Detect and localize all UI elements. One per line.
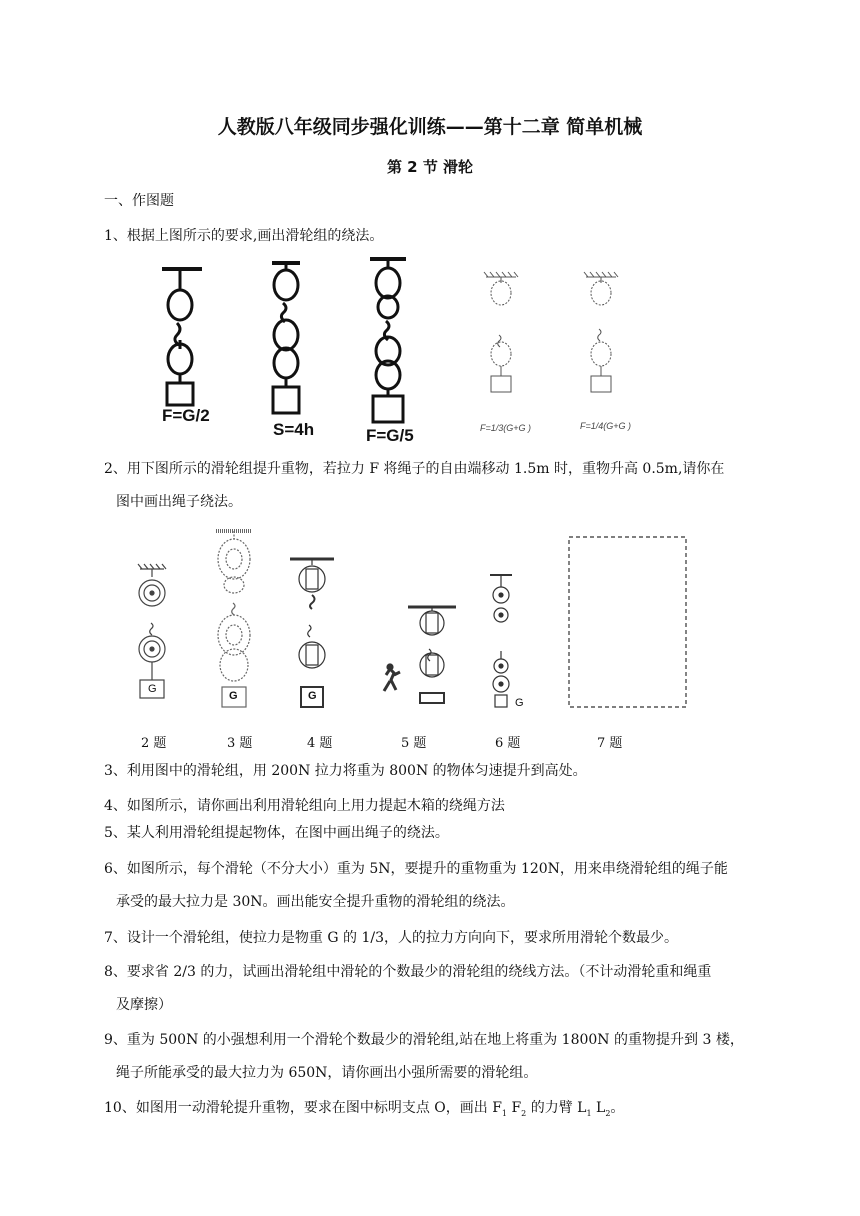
pulley-set-d — [484, 272, 518, 392]
figure-2-pulley-diagrams — [120, 525, 700, 720]
diagram-question-3 — [216, 531, 252, 707]
caption-question-3: 3 题 — [227, 736, 253, 751]
figure-1-label-c: F=G/5 — [366, 426, 414, 445]
caption-question-7: 7 题 — [597, 736, 623, 751]
page-title: 人教版八年级同步强化训练——第十二章 简单机械 — [217, 116, 643, 138]
caption-question-5: 5 题 — [401, 736, 427, 751]
figure-1-label-e: F=1/4(G+G ) — [580, 421, 632, 431]
pulley-set-e — [584, 272, 618, 392]
pulley-set-b — [272, 263, 300, 413]
question-9-line-1: 9、重为 500N 的小强想利用一个滑轮个数最少的滑轮组,站在地上将重为 1800N 的重物提升到 3 楼， — [104, 1032, 744, 1048]
box-label-q4: G — [308, 690, 317, 702]
figure-1-label-a: F=G/2 — [162, 406, 210, 425]
diagram-question-7-empty-box — [569, 537, 686, 707]
diagram-question-6 — [490, 575, 512, 707]
section-heading: 一、作图题 — [104, 193, 174, 209]
caption-question-6: 6 题 — [495, 736, 521, 751]
pulley-set-c — [370, 259, 406, 422]
box-label-q6: G — [515, 697, 524, 709]
question-9-line-2: 绳子所能承受的最大拉力为 650N，请你画出小强所需要的滑轮组。 — [116, 1065, 538, 1081]
question-6-line-1: 6、如图所示，每个滑轮（不分大小）重为 5N，要提升的重物重为 120N，用来串绕滑轮组的绳子能 — [104, 861, 728, 877]
question-2-line-2: 图中画出绳子绕法。 — [116, 494, 242, 510]
question-3: 3、利用图中的滑轮组，用 200N 拉力将重为 800N 的物体匀速提升到高处。 — [104, 763, 587, 779]
question-8-line-2: 及摩擦） — [116, 997, 172, 1013]
question-10: 10、如图用一动滑轮提升重物，要求在图中标明支点 O，画出 $F_1$ $F_2$ 的力臂 $L_1$ $L_2$。 — [104, 1100, 625, 1118]
question-1: 1、根据上图所示的要求,画出滑轮组的绕法。 — [104, 228, 384, 244]
box-label-q2: G — [148, 683, 157, 695]
caption-question-4: 4 题 — [307, 736, 333, 751]
question-4: 4、如图所示，请你画出利用滑轮组向上用力提起木箱的绕绳方法 — [104, 798, 505, 814]
box-label-q3: G — [229, 690, 238, 702]
question-2-line-1: 2、用下图所示的滑轮组提升重物，若拉力 F 将绳子的自由端移动 1.5m 时，重物升高 0.5m,请你在 — [104, 461, 725, 477]
pulley-set-a — [162, 269, 202, 405]
question-8-line-1: 8、要求省 2/3 的力，试画出滑轮组中滑轮的个数最少的滑轮组的绕线方法。（不计动滑轮重和绳重 — [104, 964, 712, 980]
question-5: 5、某人利用滑轮组提起物体，在图中画出绳子的绕法。 — [104, 825, 449, 841]
diagram-question-5 — [384, 607, 456, 703]
question-6-line-2: 承受的最大拉力是 30N。画出能安全提升重物的滑轮组的绕法。 — [116, 894, 515, 910]
figure-1-label-b: S=4h — [273, 420, 315, 439]
question-7: 7、设计一个滑轮组，使拉力是物重 G 的 1/3，人的拉力方向向下，要求所用滑轮个数最少。 — [104, 930, 678, 946]
section-subtitle: 第 2 节 滑轮 — [386, 158, 474, 176]
caption-question-2: 2 题 — [141, 736, 167, 751]
diagram-question-2 — [138, 564, 166, 698]
diagram-question-4 — [290, 559, 334, 707]
figure-1-label-d: F=1/3(G+G ) — [480, 423, 532, 433]
